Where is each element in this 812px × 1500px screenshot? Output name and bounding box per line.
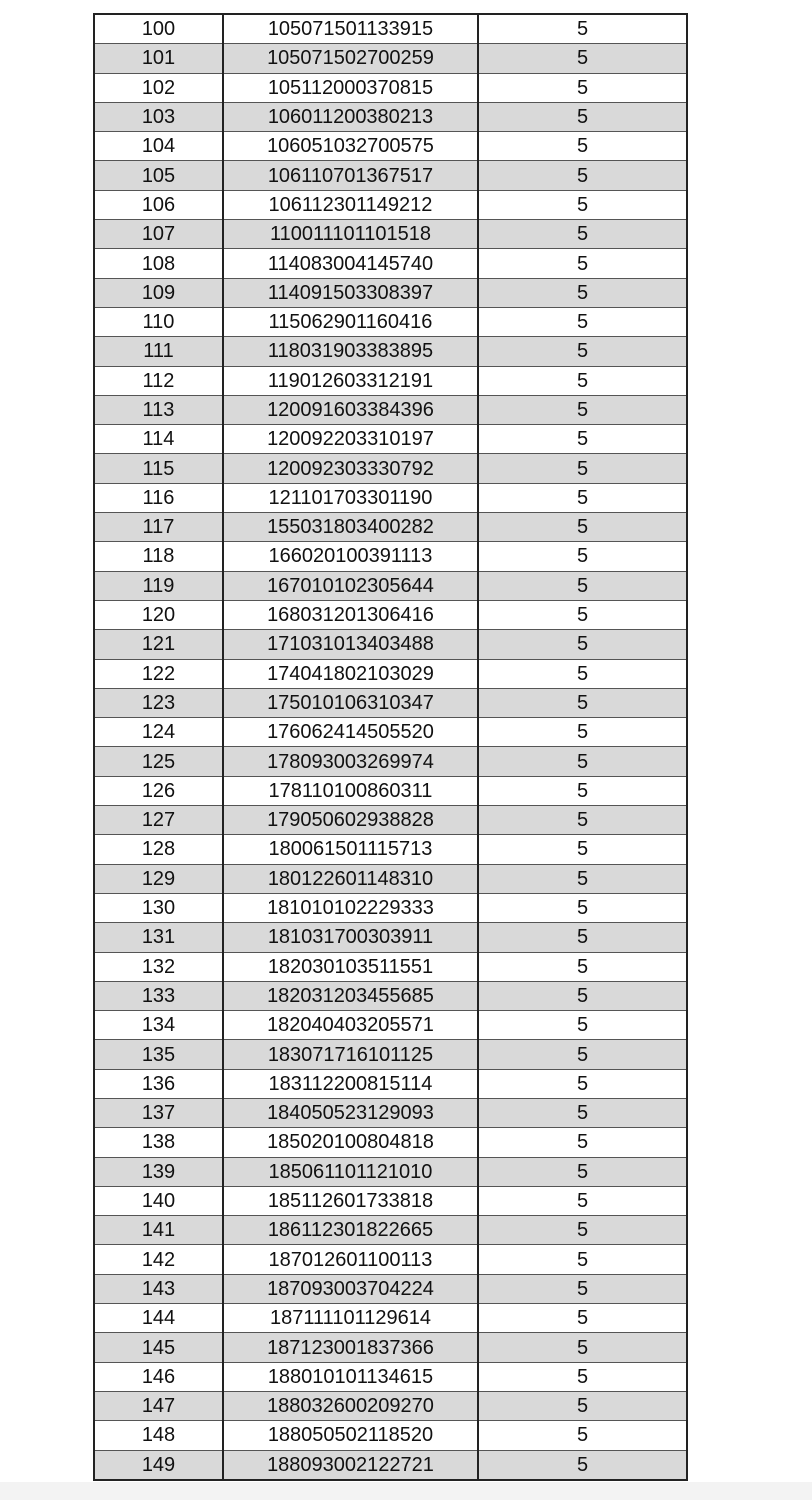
id-number-cell: 168031201306416 [223,600,478,629]
value-cell: 5 [478,1011,687,1040]
id-number-cell: 181031700303911 [223,923,478,952]
table-row [94,1245,687,1274]
id-number-cell: 174041802103029 [223,659,478,688]
value-cell: 5 [478,688,687,717]
row-number-cell: 112 [94,366,223,395]
row-number-cell: 136 [94,1069,223,1098]
id-number-cell: 180122601148310 [223,864,478,893]
value-cell: 5 [478,893,687,922]
id-number-cell: 181010102229333 [223,893,478,922]
row-number-cell: 141 [94,1216,223,1245]
id-number-cell: 114091503308397 [223,278,478,307]
id-number-cell: 188093002122721 [223,1450,478,1480]
row-number-cell: 116 [94,483,223,512]
value-cell: 5 [478,425,687,454]
table-row [94,1304,687,1333]
id-number-cell: 188050502118520 [223,1421,478,1450]
row-number-cell: 102 [94,73,223,102]
value-cell: 5 [478,1333,687,1362]
id-number-cell: 186112301822665 [223,1216,478,1245]
table-row [94,806,687,835]
id-number-cell: 115062901160416 [223,307,478,336]
row-number-cell: 144 [94,1304,223,1333]
table-row [94,220,687,249]
row-number-cell: 147 [94,1391,223,1420]
value-cell: 5 [478,14,687,44]
id-number-cell: 120091603384396 [223,395,478,424]
row-number-cell: 121 [94,630,223,659]
value-cell: 5 [478,981,687,1010]
table-row [94,981,687,1010]
id-number-cell: 187111101129614 [223,1304,478,1333]
table-row [94,1274,687,1303]
row-number-cell: 117 [94,513,223,542]
row-number-cell: 124 [94,718,223,747]
value-cell: 5 [478,1450,687,1480]
id-number-cell: 185020100804818 [223,1128,478,1157]
data-table [93,13,688,1481]
id-number-cell: 178093003269974 [223,747,478,776]
value-cell: 5 [478,1391,687,1420]
id-number-cell: 171031013403488 [223,630,478,659]
id-number-cell: 183071716101125 [223,1040,478,1069]
table-row [94,513,687,542]
id-number-cell: 179050602938828 [223,806,478,835]
row-number-cell: 100 [94,14,223,44]
row-number-cell: 104 [94,132,223,161]
value-cell: 5 [478,190,687,219]
table-row [94,395,687,424]
value-cell: 5 [478,73,687,102]
row-number-cell: 123 [94,688,223,717]
value-cell: 5 [478,835,687,864]
row-number-cell: 139 [94,1157,223,1186]
id-number-cell: 167010102305644 [223,571,478,600]
table-row [94,307,687,336]
row-number-cell: 114 [94,425,223,454]
value-cell: 5 [478,337,687,366]
table-row [94,1391,687,1420]
id-number-cell: 188032600209270 [223,1391,478,1420]
value-cell: 5 [478,806,687,835]
row-number-cell: 115 [94,454,223,483]
id-number-cell: 106051032700575 [223,132,478,161]
row-number-cell: 134 [94,1011,223,1040]
table-row [94,425,687,454]
id-number-cell: 176062414505520 [223,718,478,747]
value-cell: 5 [478,864,687,893]
table-row [94,337,687,366]
id-number-cell: 106011200380213 [223,102,478,131]
value-cell: 5 [478,1069,687,1098]
value-cell: 5 [478,630,687,659]
value-cell: 5 [478,1216,687,1245]
value-cell: 5 [478,1421,687,1450]
value-cell: 5 [478,366,687,395]
table-row [94,1450,687,1480]
value-cell: 5 [478,1128,687,1157]
row-number-cell: 138 [94,1128,223,1157]
id-number-cell: 178110100860311 [223,776,478,805]
table-row [94,1128,687,1157]
row-number-cell: 109 [94,278,223,307]
table-row [94,659,687,688]
value-cell: 5 [478,1274,687,1303]
table-row [94,864,687,893]
id-number-cell: 105071501133915 [223,14,478,44]
table-row [94,1157,687,1186]
row-number-cell: 132 [94,952,223,981]
table-row [94,542,687,571]
row-number-cell: 137 [94,1098,223,1127]
table-row [94,600,687,629]
table-row [94,835,687,864]
value-cell: 5 [478,1040,687,1069]
table-row [94,718,687,747]
row-number-cell: 106 [94,190,223,219]
table-row [94,190,687,219]
value-cell: 5 [478,102,687,131]
value-cell: 5 [478,44,687,73]
id-number-cell: 180061501115713 [223,835,478,864]
row-number-cell: 143 [94,1274,223,1303]
id-number-cell: 119012603312191 [223,366,478,395]
value-cell: 5 [478,776,687,805]
row-number-cell: 120 [94,600,223,629]
table-row [94,102,687,131]
value-cell: 5 [478,220,687,249]
row-number-cell: 131 [94,923,223,952]
value-cell: 5 [478,718,687,747]
row-number-cell: 122 [94,659,223,688]
row-number-cell: 148 [94,1421,223,1450]
table-row [94,952,687,981]
value-cell: 5 [478,1245,687,1274]
table-row [94,161,687,190]
id-number-cell: 106110701367517 [223,161,478,190]
value-cell: 5 [478,1098,687,1127]
id-number-cell: 182031203455685 [223,981,478,1010]
row-number-cell: 119 [94,571,223,600]
table-row [94,14,687,44]
table-row [94,776,687,805]
id-number-cell: 121101703301190 [223,483,478,512]
table-row [94,1098,687,1127]
id-number-cell: 118031903383895 [223,337,478,366]
value-cell: 5 [478,1362,687,1391]
row-number-cell: 113 [94,395,223,424]
id-number-cell: 155031803400282 [223,513,478,542]
row-number-cell: 130 [94,893,223,922]
table-row [94,1040,687,1069]
id-number-cell: 185061101121010 [223,1157,478,1186]
table-row [94,630,687,659]
id-number-cell: 182040403205571 [223,1011,478,1040]
id-number-cell: 166020100391113 [223,542,478,571]
id-number-cell: 105112000370815 [223,73,478,102]
data-sheet [93,13,688,1481]
table-row [94,73,687,102]
table-row [94,1069,687,1098]
row-number-cell: 103 [94,102,223,131]
value-cell: 5 [478,542,687,571]
table-row [94,1421,687,1450]
value-cell: 5 [478,395,687,424]
table-row [94,923,687,952]
id-number-cell: 187012601100113 [223,1245,478,1274]
value-cell: 5 [478,1186,687,1215]
table-row [94,44,687,73]
table-row [94,132,687,161]
value-cell: 5 [478,1304,687,1333]
table-row [94,1333,687,1362]
id-number-cell: 187093003704224 [223,1274,478,1303]
row-number-cell: 101 [94,44,223,73]
id-number-cell: 188010101134615 [223,1362,478,1391]
value-cell: 5 [478,571,687,600]
table-body [94,14,687,1480]
row-number-cell: 107 [94,220,223,249]
id-number-cell: 184050523129093 [223,1098,478,1127]
row-number-cell: 126 [94,776,223,805]
value-cell: 5 [478,923,687,952]
row-number-cell: 105 [94,161,223,190]
value-cell: 5 [478,600,687,629]
table-row [94,483,687,512]
id-number-cell: 105071502700259 [223,44,478,73]
value-cell: 5 [478,307,687,336]
table-row [94,688,687,717]
table-row [94,1011,687,1040]
id-number-cell: 185112601733818 [223,1186,478,1215]
row-number-cell: 125 [94,747,223,776]
table-row [94,1186,687,1215]
id-number-cell: 182030103511551 [223,952,478,981]
value-cell: 5 [478,132,687,161]
id-number-cell: 110011101101518 [223,220,478,249]
row-number-cell: 128 [94,835,223,864]
value-cell: 5 [478,747,687,776]
value-cell: 5 [478,952,687,981]
table-row [94,571,687,600]
row-number-cell: 110 [94,307,223,336]
value-cell: 5 [478,454,687,483]
row-number-cell: 146 [94,1362,223,1391]
value-cell: 5 [478,1157,687,1186]
row-number-cell: 133 [94,981,223,1010]
table-row [94,366,687,395]
value-cell: 5 [478,513,687,542]
row-number-cell: 135 [94,1040,223,1069]
value-cell: 5 [478,483,687,512]
value-cell: 5 [478,161,687,190]
value-cell: 5 [478,659,687,688]
row-number-cell: 108 [94,249,223,278]
table-row [94,1362,687,1391]
id-number-cell: 114083004145740 [223,249,478,278]
row-number-cell: 118 [94,542,223,571]
table-row [94,249,687,278]
table-row [94,747,687,776]
row-number-cell: 111 [94,337,223,366]
value-cell: 5 [478,249,687,278]
table-row [94,454,687,483]
id-number-cell: 106112301149212 [223,190,478,219]
id-number-cell: 175010106310347 [223,688,478,717]
page-bottom-edge [0,1482,812,1500]
row-number-cell: 145 [94,1333,223,1362]
table-row [94,1216,687,1245]
id-number-cell: 187123001837366 [223,1333,478,1362]
row-number-cell: 140 [94,1186,223,1215]
row-number-cell: 142 [94,1245,223,1274]
row-number-cell: 127 [94,806,223,835]
row-number-cell: 129 [94,864,223,893]
id-number-cell: 120092203310197 [223,425,478,454]
value-cell: 5 [478,278,687,307]
table-row [94,278,687,307]
table-row [94,893,687,922]
row-number-cell: 149 [94,1450,223,1480]
id-number-cell: 120092303330792 [223,454,478,483]
id-number-cell: 183112200815114 [223,1069,478,1098]
